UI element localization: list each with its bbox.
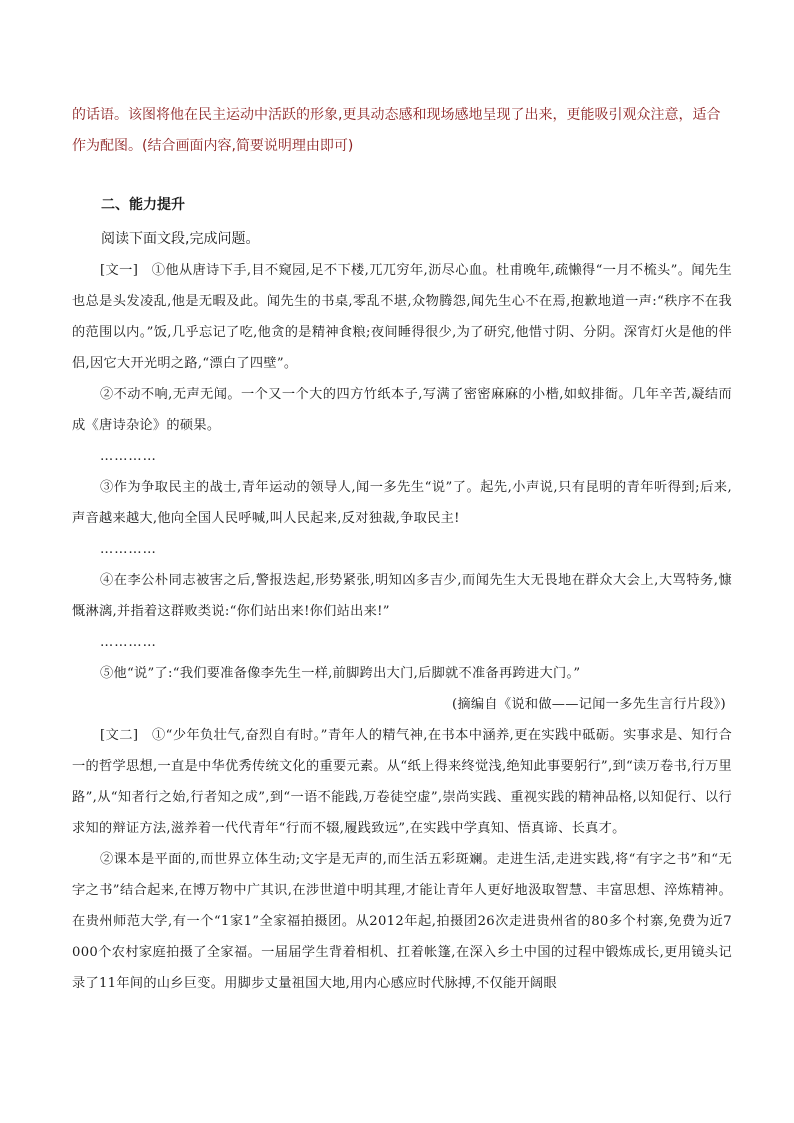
- section-heading: 二、能力提升: [101, 197, 185, 213]
- passage1-paragraph-3: ③作为争取民主的战士,青年运动的领导人,闻一多先生“说”了。起先,小声说,只有昆明的青年听得到;后来,声音越来越大,他向全国人民呼喊,叫人民起来,反对独裁,争取民主!: [72, 480, 732, 526]
- passage1-paragraph-1: [文一] ①他从唐诗下手,目不窥园,足不下楼,兀兀穷年,沥尽心血。杜甫晚年,疏懒得“一月不梳头”。闻先生也总是头发凌乱,他是无暇及此。闻先生的书桌,零乱不堪,众物腾怨,闻先生心不在焉,抱歉地道一声:“秩序不在我的范围以内。”饭,几乎忘记了吃,他贪的是精神食粮;夜间睡得很少,为了研究,他惜寸阴、分阴。深宵灯火是他的伴侣,因它大开光明之路,“漂白了四壁”。: [72, 263, 732, 371]
- ellipsis-separator: …………: [100, 635, 157, 650]
- passage1-source: (摘编自《说和做——记闻一多先生言行片段》): [451, 697, 726, 712]
- answer-line: 作为配图。(结合画面内容,简要说明理由即可): [72, 138, 354, 154]
- passage2-paragraph-2: ②课本是平面的,而世界立体生动;文字是无声的,而生活五彩斑斓。走进生活,走进实践,将“有字之书”和“无字之书”结合起来,在博万物中广其识,在涉世道中明其理,才能让青年人更好地汲取智慧、丰富思想、淬炼精神。在贵州师范大学,有一个“1家1”全家福拍摄团。从2012年起,拍摄团26次走进贵州省的80多个村寨,免费为近7 000个农村家庭拍摄了全家福。一届届学生背着相机、扛着帐篷,在深入乡土中国的过程中锻炼成长,更用镜头记录了11年间的山乡巨变。用脚步丈量祖国大地,用内心感应时代脉搏,不仅能开阔眼: [72, 852, 732, 991]
- passage1-paragraph-5: ⑤他“说”了:“我们要准备像李先生一样,前脚跨出大门,后脚就不准备再跨进大门。”: [100, 666, 581, 681]
- passage2-paragraph-1: [文二] ①“少年负壮气,奋烈自有时。”青年人的精气神,在书本中涵养,更在实践中砥砺。实事求是、知行合一的哲学思想,一直是中华优秀传统文化的重要元素。从“纸上得来终觉浅,绝知此事要躬行”,到“读万卷书,行万里路”,从“知者行之始,行者知之成”,到“一语不能践,万卷徒空虚”,崇尚实践、重视实践的精神品格,以知促行、以行求知的辩证方法,滋养着一代代青年“行而不辍,履践致远”,在实践中学真知、悟真谛、长真才。: [72, 728, 732, 836]
- ellipsis-separator: …………: [100, 542, 157, 557]
- answer-line: 的话语。该图将他在民主运动中活跃的形象,更具动态感和现场感地呈现了出来，更能吸引观众注意，适合: [72, 107, 721, 123]
- ellipsis-separator: …………: [100, 449, 157, 464]
- answer-text: [72, 100, 732, 162]
- passage1-paragraph-2: ②不动不响,无声无闻。一个又一个大的四方竹纸本子,写满了密密麻麻的小楷,如蚁排衙。几年辛苦,凝结而成《唐诗杂论》的硕果。: [72, 387, 732, 433]
- reading-passages: [72, 255, 732, 999]
- instruction-text: 阅读下面文段,完成问题。: [101, 231, 260, 247]
- passage1-paragraph-4: ④在李公朴同志被害之后,警报迭起,形势紧张,明知凶多吉少,而闻先生大无畏地在群众大会上,大骂特务,慷慨淋漓,并指着这群败类说:“你们站出来!你们站出来!”: [72, 573, 732, 619]
